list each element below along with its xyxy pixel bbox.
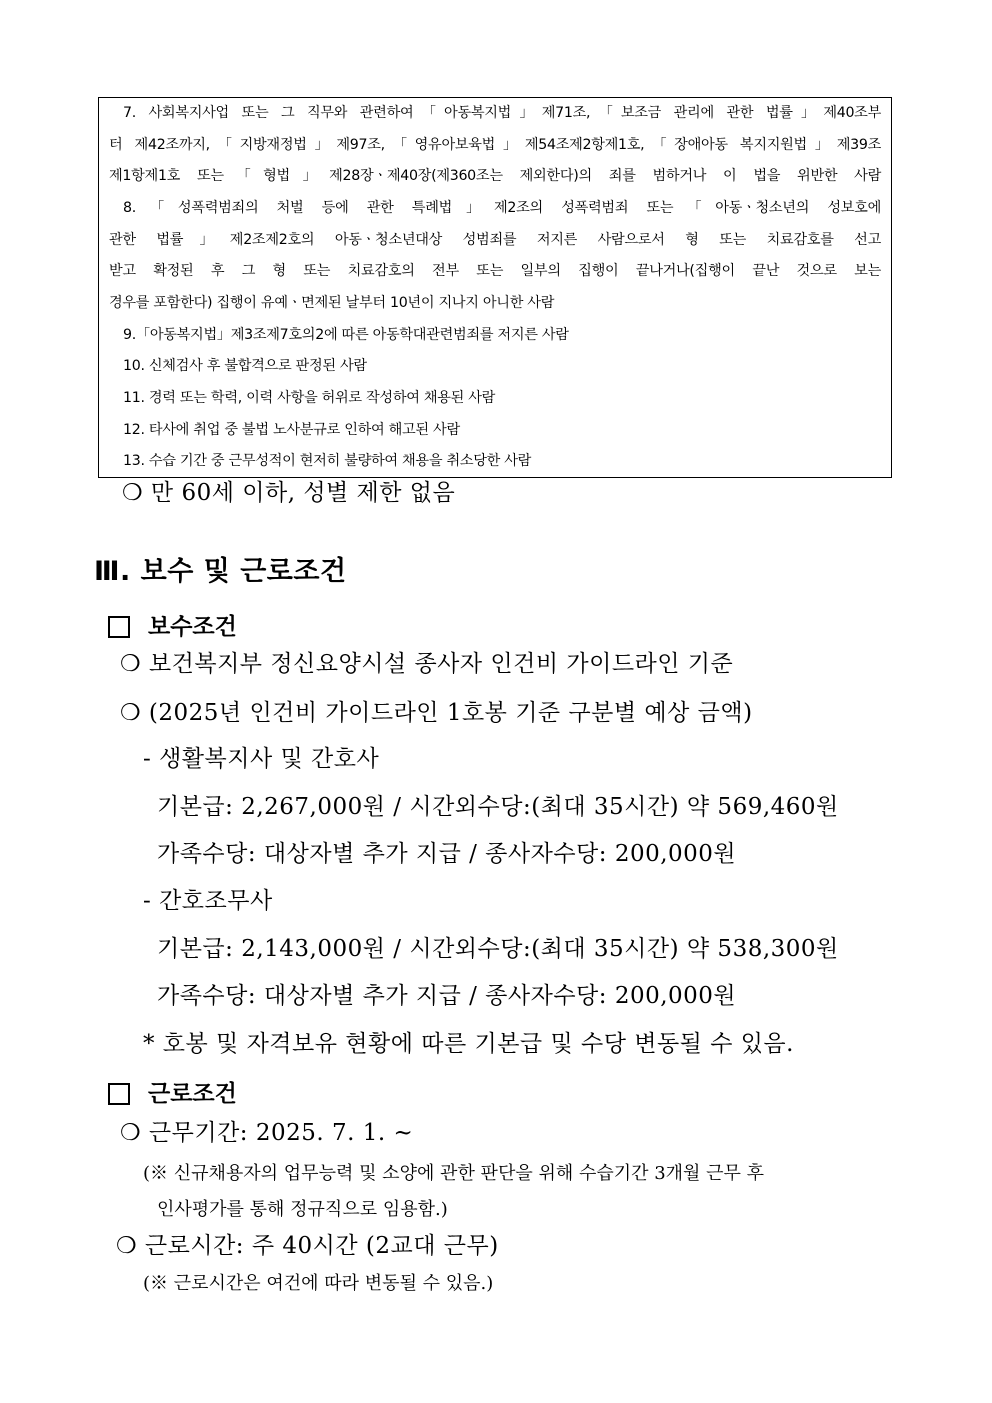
work-heading: 근로조건 [148,1080,237,1107]
age-condition: ❍ 만 60세 이하, 성별 제한 없음 [122,480,456,506]
work-period: ❍ 근무기간: 2025. 7. 1. ~ [120,1120,414,1146]
work-period-note: (※ 신규채용자의 업무능력 및 소양에 관한 판단을 위해 수습기간 3개월 근무 후 [143,1163,765,1184]
disqualification-line: 터 제42조까지,「지방재정법」제97조,「영유아보육법」제54조제2항제1호,「장애아동 복지지원법」제39조 [109,137,881,153]
disqualification-line: 관한 법률」제2조제2호의 아동ㆍ청소년대상 성범죄를 저지른 사람으로서 형 또는 치료감호를 선고 [109,232,881,248]
disqualification-line: 8.「성폭력범죄의 처벌 등에 관한 특례법」제2조의 성폭력범죄 또는「아동ㆍ청소년의 성보호에 [123,200,881,216]
group-pay-line: 가족수당: 대상자별 추가 지급 / 종사자수당: 200,000원 [157,983,737,1009]
disqualification-box [98,97,892,478]
disqualification-line: 11. 경력 또는 학력, 이력 사항을 허위로 작성하여 채용된 사람 [123,390,496,406]
group-pay-line: 기본급: 2,267,000원 / 시간외수당:(최대 35시간) 약 569,460원 [157,794,839,820]
group-pay-line: 가족수당: 대상자별 추가 지급 / 종사자수당: 200,000원 [157,841,737,867]
section-title: Ⅲ. 보수 및 근로조건 [94,556,347,587]
disqualification-line: 13. 수습 기간 중 근무성적이 현저히 불량하여 채용을 취소당한 사람 [123,453,532,469]
disqualification-line: 제1항제1호 또는「형법」제28장ㆍ제40장(제360조는 제외한다)의 죄를 범하거나 이 법을 위반한 사람 [109,168,881,184]
checkbox-square-icon [108,1083,130,1105]
disqualification-line: 7. 사회복지사업 또는 그 직무와 관련하여「아동복지법」제71조,「보조금 관리에 관한 법률」제40조부 [123,105,881,121]
checkbox-square-icon [108,616,130,638]
disqualification-line: 10. 신체검사 후 불합격으로 판정된 사람 [123,358,367,374]
work-hours: ❍ 근로시간: 주 40시간 (2교대 근무) [116,1233,499,1259]
group-pay-line: 기본급: 2,143,000원 / 시간외수당:(최대 35시간) 약 538,300원 [157,936,839,962]
pay-note: * 호봉 및 자격보유 현황에 따른 기본급 및 수당 변동될 수 있음. [143,1031,794,1057]
pay-item: ❍ 보건복지부 정신요양시설 종사자 인건비 가이드라인 기준 [120,651,734,677]
pay-item: ❍ (2025년 인건비 가이드라인 1호봉 기준 구분별 예상 금액) [120,700,753,726]
disqualification-line: 12. 타사에 취업 중 불법 노사분규로 인하여 해고된 사람 [123,422,460,438]
disqualification-line: 받고 확정된 후 그 형 또는 치료감호의 전부 또는 일부의 집행이 끝나거나(집행이 끝난 것으로 보는 [109,263,881,279]
pay-heading: 보수조건 [148,613,237,640]
group-title: - 간호조무사 [143,888,273,914]
disqualification-line: 9.「아동복지법」제3조제7호의2에 따른 아동학대관련범죄를 저지른 사람 [123,327,569,343]
work-period-note: 인사평가를 통해 정규직으로 임용함.) [157,1199,448,1220]
disqualification-line: 경우를 포함한다) 집행이 유예ㆍ면제된 날부터 10년이 지나지 아니한 사람 [109,295,555,311]
group-title: - 생활복지사 및 간호사 [143,746,380,772]
work-hours-note: (※ 근로시간은 여건에 따라 변동될 수 있음.) [143,1273,494,1294]
